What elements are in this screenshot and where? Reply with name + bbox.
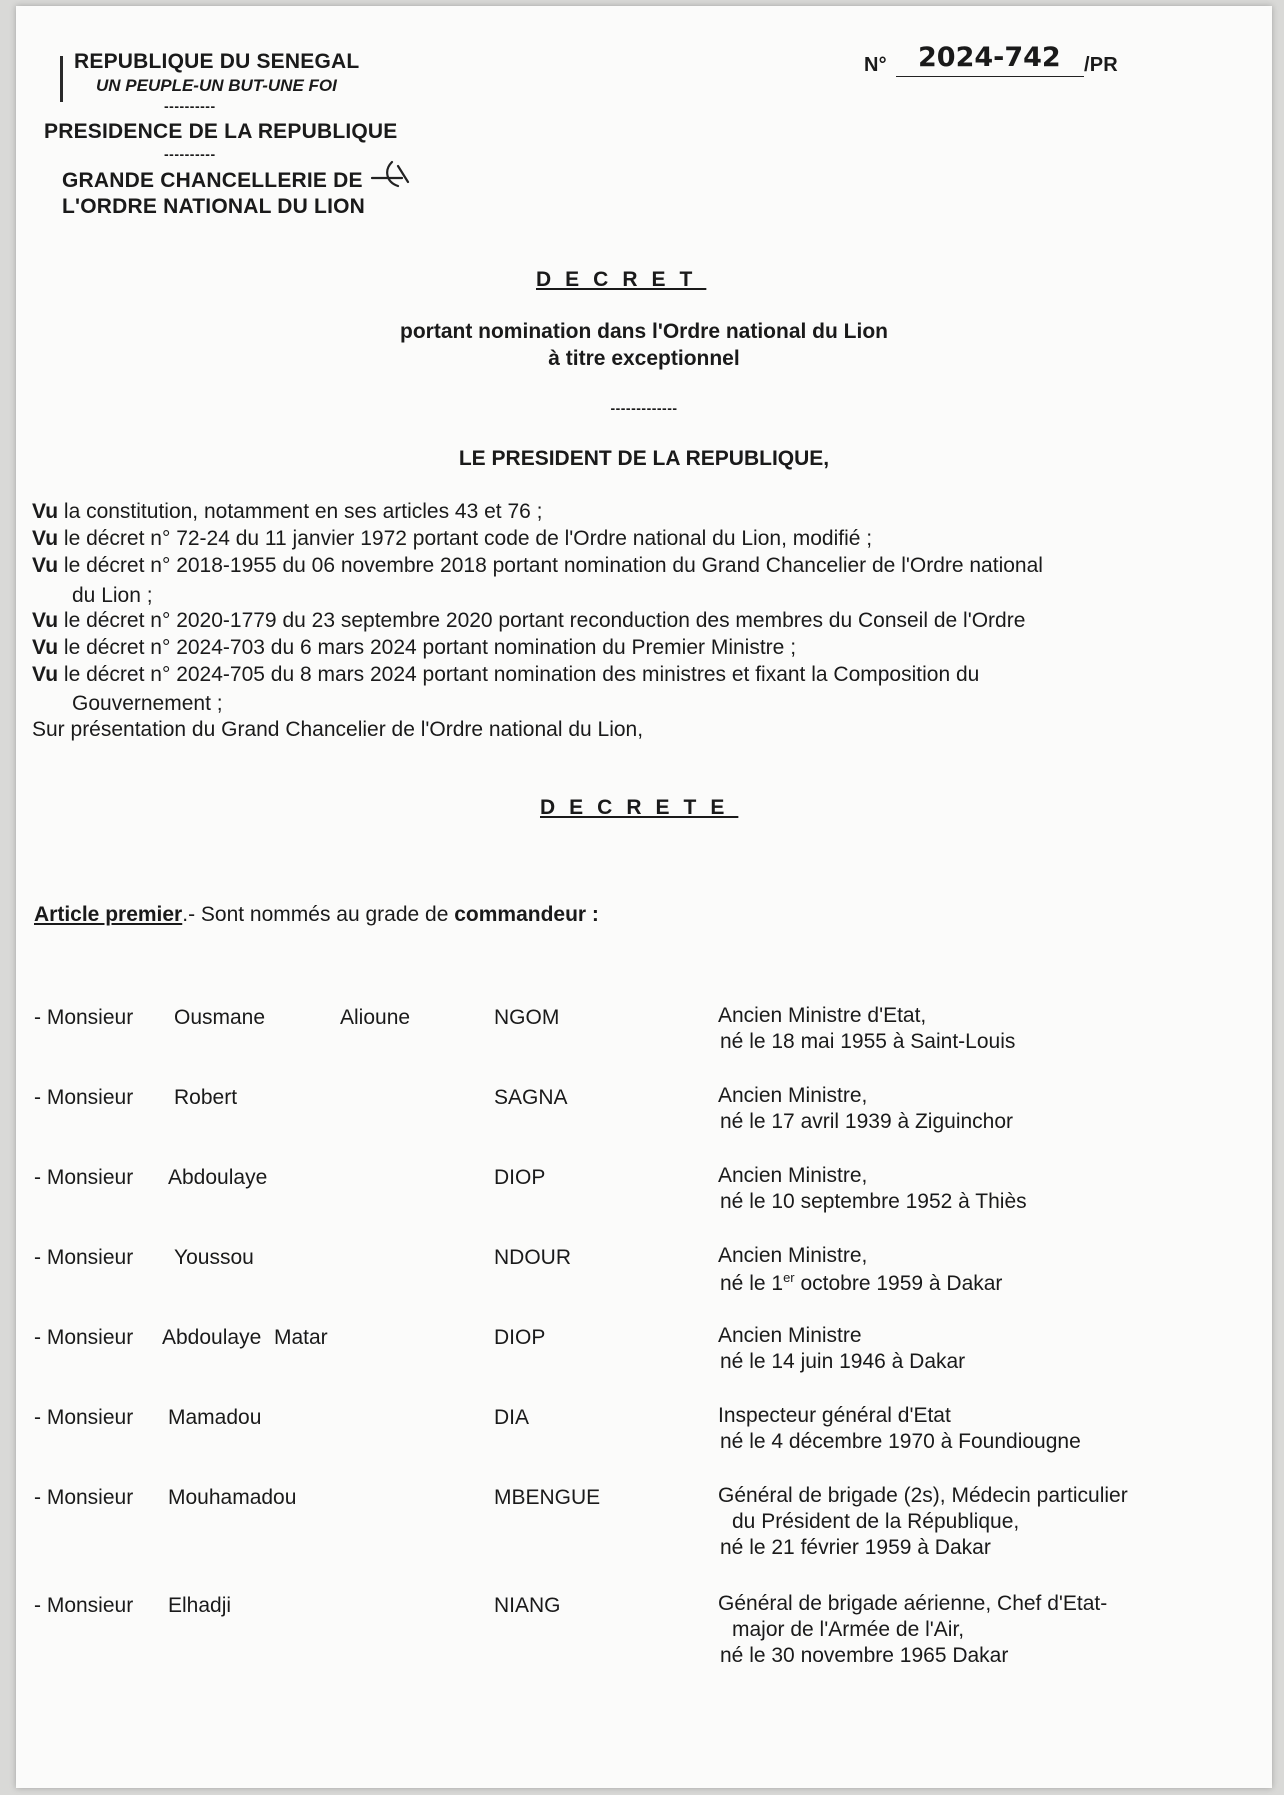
nominee-last-name: MBENGUE [494, 1486, 601, 1509]
chancellery-line-1: GRANDE CHANCELLERIE DE [62, 169, 363, 192]
decree-number: 2024-742 [918, 42, 1061, 73]
visa-line: Vu la constitution, notamment en ses articles 43 et 76 ; [32, 500, 543, 523]
nominee-civility: - Monsieur [34, 1086, 134, 1109]
republic-title: REPUBLIQUE DU SENEGAL [74, 50, 360, 73]
nominee-last-name: DIOP [494, 1166, 546, 1189]
nominee-description-line: Ancien Ministre [718, 1324, 862, 1347]
title-separator: ------------- [610, 400, 678, 416]
visa-continuation: Gouvernement ; [72, 692, 223, 715]
nominee-description-line: Inspecteur général d'Etat [718, 1404, 951, 1427]
visa-continuation: du Lion ; [72, 584, 153, 607]
nominee-middle-name: Alioune [340, 1006, 411, 1029]
nominee-description-line: né le 30 novembre 1965 Dakar [720, 1644, 1009, 1667]
nominee-description-line: né le 1er octobre 1959 à Dakar [720, 1270, 1003, 1295]
decree-title: DECRET [536, 268, 707, 291]
nominee-first-name: Mamadou [168, 1406, 262, 1429]
nominee-description-line: Général de brigade aérienne, Chef d'Etat- [718, 1592, 1108, 1615]
nominee-description-line: né le 18 mai 1955 à Saint-Louis [720, 1030, 1016, 1053]
handwritten-initial-icon [364, 156, 424, 196]
president-heading: LE PRESIDENT DE LA REPUBLIQUE, [458, 447, 830, 470]
nominee-description-line: né le 17 avril 1939 à Ziguinchor [720, 1110, 1014, 1133]
visa-line: Vu le décret n° 2020-1779 du 23 septembre 2020 portant reconduction des membres du Conseil de l'Ordre [32, 609, 1026, 632]
nominee-civility: - Monsieur [34, 1406, 134, 1429]
national-motto: UN PEUPLE-UN BUT-UNE FOI [96, 76, 337, 95]
nominee-middle-name: Matar [274, 1326, 328, 1349]
decrete-heading: DECRETE [540, 796, 739, 819]
presentation-line: Sur présentation du Grand Chancelier de l'Ordre national du Lion, [32, 718, 644, 741]
nominee-description-line: Ancien Ministre, [718, 1084, 868, 1107]
nominee-description-line: Ancien Ministre d'Etat, [718, 1004, 927, 1027]
visa-line: Vu le décret n° 2018-1955 du 06 novembre 2018 portant nomination du Grand Chancelier de l'Ordre national [32, 554, 1043, 577]
nominee-first-name: Ousmane [174, 1006, 266, 1029]
nominee-last-name: DIA [494, 1406, 530, 1429]
nominee-civility: - Monsieur [34, 1006, 134, 1029]
visa-line: Vu le décret n° 2024-703 du 6 mars 2024 portant nomination du Premier Ministre ; [32, 636, 797, 659]
nominee-description-line: Ancien Ministre, [718, 1164, 868, 1187]
nominee-last-name: NGOM [494, 1006, 560, 1029]
nominee-first-name: Elhadji [168, 1594, 232, 1617]
nominee-civility: - Monsieur [34, 1166, 134, 1189]
nominee-last-name: SAGNA [494, 1086, 568, 1109]
visa-line: Vu le décret n° 2024-705 du 8 mars 2024 portant nomination des ministres et fixant la Composition du [32, 663, 980, 686]
margin-mark [60, 56, 63, 102]
decree-subtitle-line-2: à titre exceptionnel [548, 347, 740, 370]
document-page [16, 6, 1272, 1788]
nominee-first-name: Youssou [174, 1246, 254, 1269]
nominee-last-name: NDOUR [494, 1246, 571, 1269]
nominee-first-name: Abdoulaye [168, 1166, 268, 1189]
decree-number-suffix: /PR [1084, 54, 1118, 76]
header-separator: ---------- [164, 98, 216, 114]
nominee-description-line: Général de brigade (2s), Médecin particulier [718, 1484, 1128, 1507]
nominee-civility: - Monsieur [34, 1594, 134, 1617]
nominee-first-name: Abdoulaye [162, 1326, 262, 1349]
nominee-first-name: Mouhamadou [168, 1486, 297, 1509]
nominee-civility: - Monsieur [34, 1246, 134, 1269]
nominee-description-line: né le 4 décembre 1970 à Foundiougne [720, 1430, 1081, 1453]
visa-line: Vu le décret n° 72-24 du 11 janvier 1972 portant code de l'Ordre national du Lion, modifié ; [32, 527, 873, 550]
header-separator: ---------- [164, 146, 216, 162]
nominee-last-name: DIOP [494, 1326, 546, 1349]
decree-number-prefix: N° [864, 54, 887, 76]
presidency-title: PRESIDENCE DE LA REPUBLIQUE [44, 120, 398, 143]
nominee-civility: - Monsieur [34, 1326, 134, 1349]
decree-subtitle-line-1: portant nomination dans l'Ordre national du Lion [400, 320, 888, 343]
nominee-last-name: NIANG [494, 1594, 561, 1617]
nominee-description-line: major de l'Armée de l'Air, [732, 1618, 965, 1641]
nominee-description-line: du Président de la République, [732, 1510, 1020, 1533]
nominee-description-line: Ancien Ministre, [718, 1244, 868, 1267]
article-premier: Article premier.- Sont nommés au grade de commandeur : [34, 903, 599, 926]
chancellery-line-2: L'ORDRE NATIONAL DU LION [62, 195, 366, 218]
nominee-description-line: né le 14 juin 1946 à Dakar [720, 1350, 966, 1373]
nominee-first-name: Robert [174, 1086, 238, 1109]
nominee-description-line: né le 10 septembre 1952 à Thiès [720, 1190, 1027, 1213]
nominee-description-line: né le 21 février 1959 à Dakar [720, 1536, 991, 1559]
nominee-civility: - Monsieur [34, 1486, 134, 1509]
decree-number-line [896, 76, 1084, 77]
